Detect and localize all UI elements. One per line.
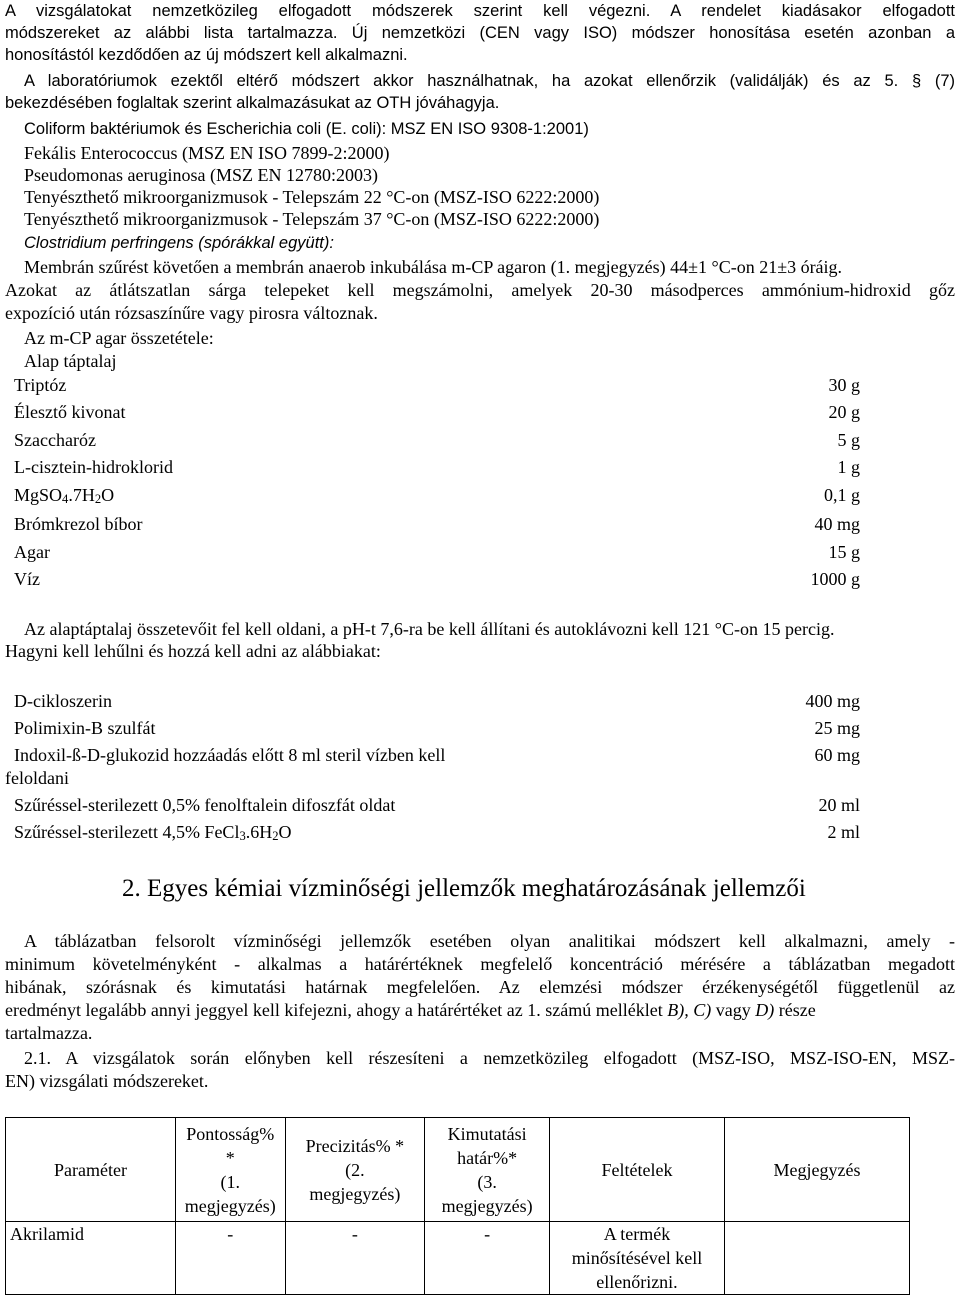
intro-line-1: A vizsgálatokat nemzetközileg elfogadott módszerek szerint kell végezni. A rendelet kiadásakor elfogadott (5, 2, 955, 20)
table-row (6, 1222, 910, 1295)
section-para-line-2: minimum követelményként - alkalmas a határértéknek megfelelő koncentráció mérésére a táblázatban megadott (5, 954, 955, 974)
additive-amount: 60 mg (814, 745, 860, 765)
intro-line-3: honosítástól kezdődően az új módszert kell alkalmazni. (5, 46, 408, 64)
section-para-line-1: A táblázatban felsorolt vízminőségi jellemzők esetében olyan analitikai módszert kell alkalmazni, amely - (24, 931, 955, 951)
subsection-line-1: 2.1. A vizsgálatok során előnyben kell részesíteni a nemzetközileg elfogadott (MSZ-ISO, MSZ-ISO-EN, MSZ- (24, 1048, 955, 1068)
additive-name: Polimixin-B szulfát (14, 718, 156, 738)
cell-accuracy: - (175, 1222, 285, 1295)
section-para-line-4: eredményt legalább annyi jeggyel kell kifejezni, ahogy a határértéket az 1. számú melléklet B), C) vagy D) része (5, 1000, 816, 1020)
ingredient-name: Szaccharóz (14, 430, 96, 450)
clostridium-title: Clostridium perfringens (spórákkal együtt): (24, 234, 334, 252)
ingredient-amount: 0,1 g (824, 485, 860, 505)
clostridium-line-3: expozíció után rózsaszínűre vagy pirosra változnak. (5, 303, 378, 323)
additive-amount: 25 mg (814, 718, 860, 738)
cell-parameter: Akrilamid (6, 1222, 176, 1295)
cell-precision: - (285, 1222, 425, 1295)
header-accuracy: Pontosság% * (1. megjegyzés) (175, 1118, 285, 1222)
ingredient-name: Triptóz (14, 375, 67, 395)
additive-name: Szűréssel-sterilezett 4,5% $FeCl_3.6H_2O$ (14, 822, 292, 843)
ingredient-amount: 1000 g (810, 569, 860, 589)
additive-amount: 400 mg (805, 691, 860, 711)
method-item: Fekális Enterococcus (MSZ EN ISO 7899-2:2000) (24, 143, 390, 163)
mcp-title: Az m-CP agar összetétele: (24, 328, 214, 348)
table-header-row (6, 1118, 910, 1222)
ingredient-name: Brómkrezol bíbor (14, 514, 143, 534)
clostridium-line-1: Membrán szűrést követően a membrán anaerob inkubálása m-CP agaron (1. megjegyzés) 44±1 °C-on 21±3 óráig. (24, 257, 843, 277)
method-item: Pseudomonas aeruginosa (MSZ EN 12780:2003) (24, 165, 378, 185)
mcp-subtitle: Alap táptalaj (24, 351, 117, 371)
additive-name-continued: feloldani (5, 768, 69, 788)
subsection-line-2: EN) vizsgálati módszereket. (5, 1071, 209, 1091)
additive-name: Szűréssel-sterilezett 0,5% fenolftalein difoszfát oldat (14, 795, 396, 815)
additive-amount: 2 ml (827, 822, 860, 842)
method-item: Coliform baktériumok és Escherichia coli (E. coli): MSZ EN ISO 9308-1:2001) (24, 120, 589, 138)
additive-name: Indoxil-ß-D-glukozid hozzáadás előtt 8 ml steril vízben kell (14, 745, 446, 765)
ingredient-amount: 1 g (837, 457, 860, 477)
intro-line-5: bekezdésében foglaltak szerint alkalmazásukat az OTH jóváhagyja. (5, 94, 500, 112)
ingredient-name: Élesztő kivonat (14, 402, 126, 422)
ingredient-amount: 20 g (828, 402, 860, 422)
header-parameter: Paraméter (6, 1118, 176, 1222)
method-item: Tenyészthető mikroorganizmusok - Telepszám 22 °C-on (MSZ-ISO 6222:2000) (24, 187, 600, 207)
clostridium-line-2: Azokat az átlátszatlan sárga telepeket kell megszámolni, amelyek 20-30 másodperces ammónium-hidroxid gőz (5, 280, 955, 300)
ingredient-amount: 5 g (837, 430, 860, 450)
prep-line-2: Hagyni kell lehűlni és hozzá kell adni az alábbiakat: (5, 641, 381, 661)
prep-line-1: Az alaptáptalaj összetevőit fel kell oldani, a pH-t 7,6-ra be kell állítani és autoklávozni kell 121 °C-on 15 percig. (24, 619, 835, 639)
ingredient-amount: 40 mg (814, 514, 860, 534)
ingredient-name: $MgSO_4.7H_2O$ (14, 485, 115, 506)
intro-line-4: A laboratóriumok ezektől eltérő módszert akkor használhatnak, ha azokat ellenőrzik (validálják) és az 5. § (7) (24, 72, 955, 90)
method-item: Tenyészthető mikroorganizmusok - Telepszám 37 °C-on (MSZ-ISO 6222:2000) (24, 209, 600, 229)
header-remark: Megjegyzés (724, 1118, 909, 1222)
cell-detection-limit: - (425, 1222, 550, 1295)
cell-conditions: A termék minősítésével kell ellenőrizni. (549, 1222, 724, 1295)
ingredient-name: Agar (14, 542, 50, 562)
section-para-line-3: hibának, szórásnak és kimutatási határnak megfelelően. Az elemzési módszer érzékenységétől függetlenül az (5, 977, 955, 997)
parameter-table (5, 1117, 910, 1295)
header-conditions: Feltételek (549, 1118, 724, 1222)
ingredient-amount: 15 g (828, 542, 860, 562)
header-precision: Precizitás% * (2. megjegyzés) (285, 1118, 425, 1222)
additive-name: D-cikloszerin (14, 691, 112, 711)
intro-line-2: módszereket az alábbi lista tartalmazza. Új nemzetközi (CEN vagy ISO) módszer honosítása esetén azonban a (5, 24, 955, 42)
cell-remark (724, 1222, 909, 1295)
additive-amount: 20 ml (818, 795, 860, 815)
ingredient-name: Víz (14, 569, 40, 589)
header-detection-limit: Kimutatási határ%* (3. megjegyzés) (425, 1118, 550, 1222)
ingredient-amount: 30 g (828, 375, 860, 395)
ingredient-name: L-cisztein-hidroklorid (14, 457, 173, 477)
section-para-line-5: tartalmazza. (5, 1023, 93, 1043)
section-heading: 2. Egyes kémiai vízminőségi jellemzők meghatározásának jellemzői (122, 875, 806, 902)
